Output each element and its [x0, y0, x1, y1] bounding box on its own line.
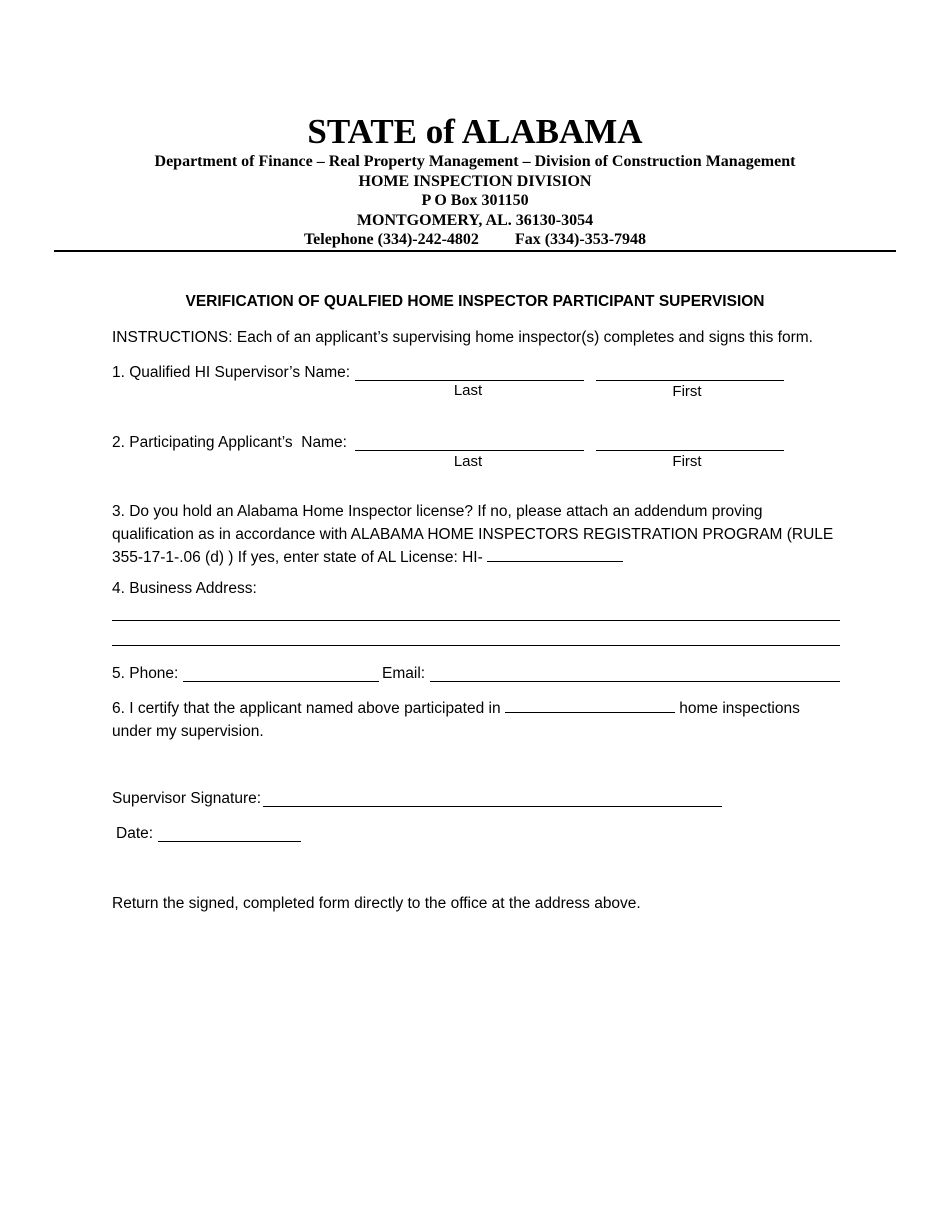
- department-line: Department of Finance – Real Property Management – Division of Construction Management: [154, 153, 796, 170]
- email-field[interactable]: [430, 681, 840, 682]
- state-title: STATE of ALABAMA: [307, 112, 643, 151]
- applicant-first-name-field[interactable]: [596, 450, 784, 451]
- supervisor-last-name-field[interactable]: [355, 380, 584, 381]
- supervisor-first-name-field[interactable]: [596, 380, 784, 381]
- certification-text-after: home inspections under my supervision.: [112, 700, 800, 740]
- certification-statement: [112, 697, 832, 743]
- signature-label: Supervisor Signature:: [112, 790, 262, 807]
- letterhead: [0, 112, 950, 250]
- al-license-number-field[interactable]: [487, 547, 623, 562]
- supervisor-signature-field[interactable]: [263, 806, 722, 807]
- business-address-label: 4. Business Address:: [112, 580, 257, 597]
- supervisor-last-caption: Last: [453, 382, 483, 399]
- division-line: HOME INSPECTION DIVISION: [358, 172, 592, 190]
- form-title: VERIFICATION OF QUALFIED HOME INSPECTOR PARTICIPANT SUPERVISION: [185, 293, 765, 310]
- instructions-text: INSTRUCTIONS: Each of an applicant’s supervising home inspector(s) completes and signs this form.: [112, 329, 813, 346]
- inspection-count-field[interactable]: [505, 698, 675, 713]
- business-address-line-2[interactable]: [112, 645, 840, 646]
- applicant-name-label: 2. Participating Applicant’s Name:: [112, 434, 347, 451]
- telephone-text: Telephone (334)-242-4802: [303, 231, 479, 248]
- date-label: Date:: [116, 825, 154, 842]
- business-address-line-1[interactable]: [112, 620, 840, 621]
- city-line: MONTGOMERY, AL. 36130-3054: [356, 211, 594, 229]
- phone-field[interactable]: [183, 681, 379, 682]
- date-field[interactable]: [158, 841, 301, 842]
- applicant-last-name-field[interactable]: [355, 450, 584, 451]
- po-box-line: P O Box 301150: [421, 192, 529, 209]
- applicant-first-caption: First: [672, 453, 702, 470]
- email-label: Email:: [382, 665, 426, 682]
- return-instructions: Return the signed, completed form directly to the office at the address above.: [112, 895, 641, 912]
- supervisor-name-label: 1. Qualified HI Supervisor’s Name:: [112, 364, 351, 381]
- certification-text-before: 6. I certify that the applicant named above participated in: [112, 700, 501, 717]
- supervisor-first-caption: First: [672, 383, 702, 400]
- fax-text: Fax (334)-353-7948: [514, 231, 647, 248]
- applicant-last-caption: Last: [453, 453, 483, 470]
- license-question: [112, 500, 842, 569]
- letterhead-divider: [54, 250, 896, 252]
- phone-label: 5. Phone:: [112, 665, 179, 682]
- license-question-text: 3. Do you hold an Alabama Home Inspector license? If no, please attach an addendum proving qualification as in accordance with ALABAMA HOME INSPECTORS REGISTRATION PROGRAM (RULE 355-17-1-.06 (d) ) If yes, enter state of AL License: HI-: [112, 503, 834, 566]
- contact-line: [0, 230, 950, 250]
